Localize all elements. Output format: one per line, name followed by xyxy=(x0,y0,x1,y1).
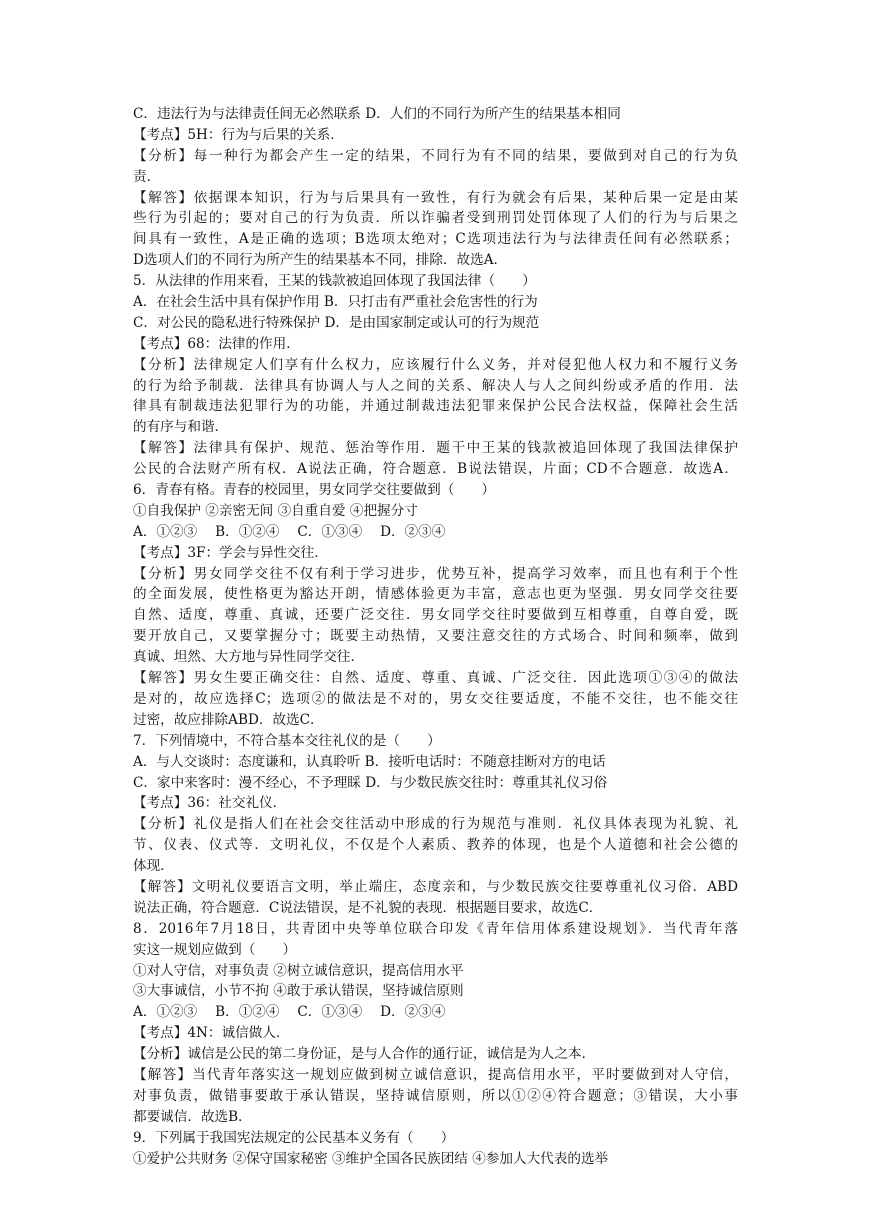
text-line: 【解答】当代青年落实这一规划应做到树立诚信意识，提高信用水平，平时要做到对人守信， xyxy=(133,1066,738,1083)
text-line: 间具有一致性，A是正确的选项；B选项太绝对；C选项违法行为与法律责任间有必然联系； xyxy=(133,231,738,248)
text-line: 对事负责，做错事要敢于承认错误，坚持诚信原则，所以①②④符合题意；③错误，大小事 xyxy=(133,1087,738,1104)
text-line: 【分析】每一种行为都会产生一定的结果，不同行为有不同的结果，要做到对自己的行为负 xyxy=(133,147,738,164)
text-line: 真诚、坦然、大方地与异性同学交往． xyxy=(133,649,365,666)
text-line: 责． xyxy=(133,168,161,185)
text-line: 【考点】36：社交礼仪． xyxy=(133,795,287,812)
text-line: 是对的，故应选择C；选项②的做法是不对的，男女交往要适度，不能不交往，也不能交往 xyxy=(133,690,738,707)
text-line: 【考点】5H：行为与后果的关系． xyxy=(133,126,344,143)
text-line: 【分析】诚信是公民的第二身份证，是与人合作的通行证，诚信是为人之本． xyxy=(133,1046,596,1063)
question-line: 5．从法律的作用来看，王某的钱款被追回体现了我国法律（ ） xyxy=(133,273,536,290)
text-line: 【考点】3F：学会与异性交往． xyxy=(133,544,328,561)
text-line: 公民的合法财产所有权．A说法正确，符合题意．B说法错误，片面；CD不合题意．故选A． xyxy=(133,461,738,478)
option-line: ①爱护公共财务 ②保守国家秘密 ③维护全国各民族团结 ④参加人大代表的选举 xyxy=(133,1150,609,1167)
text-line: 说法正确，符合题意．C说法错误，是不礼貌的表现．根据题目要求，故选C． xyxy=(133,899,603,916)
text-line: 【解答】依据课本知识，行为与后果具有一致性，有行为就会有后果，某种后果一定是由某 xyxy=(133,189,738,206)
text-line: 自然、适度，尊重、真诚，还要广泛交往．男女同学交往时要做到互相尊重，自尊自爱，既 xyxy=(133,607,738,624)
text-line: 些行为引起的；要对自己的行为负责．所以诈骗者受到刑罚处罚体现了人们的行为与后果之 xyxy=(133,210,738,227)
text-line: 的全面发展，使性格更为豁达开朗，情感体验更为丰富，意志也更为坚强．男女同学交往要 xyxy=(133,586,738,603)
question-line: 6．青春有格。青春的校园里，男女同学交往要做到（ ） xyxy=(133,482,496,499)
option-line: ①对人守信，对事负责 ②树立诚信意识，提高信用水平 xyxy=(133,962,464,979)
text-line: 【解答】男女生要正确交往：自然、适度、尊重、真诚、广泛交往．因此选项①③④的做法 xyxy=(133,670,738,687)
option-line: ①自我保护 ②亲密无间 ③自重自爱 ④把握分寸 xyxy=(133,502,418,519)
text-line: 的行为给予制裁．法律具有协调人与人之间的关系、解决人与人之间纠纷或矛盾的作用．法 xyxy=(133,377,738,394)
option-line: A．①②③ B．①②④ C．①③④ D．②③④ xyxy=(133,1004,446,1021)
text-line: 【分析】法律规定人们享有什么权力，应该履行什么义务，并对侵犯他人权力和不履行义务 xyxy=(133,356,738,373)
question-line: 7．下列情境中，不符合基本交往礼仪的是（ ） xyxy=(133,732,441,749)
text-line: 节、仪表、仪式等．文明礼仪，不仅是个人素质、教养的体现，也是个人道德和社会公德的 xyxy=(133,837,738,854)
text-line: 要开放自己，又要掌握分寸；既要主动热情，又要注意交往的方式场合、时间和频率，做到 xyxy=(133,628,738,645)
text-line: 【考点】68：法律的作用． xyxy=(133,335,300,352)
text-line: 【分析】礼仪是指人们在社会交往活动中形成的行为规范与准则．礼仪具体表现为礼貌、礼 xyxy=(133,816,738,833)
text-line: 【分析】男女同学交往不仅有利于学习进步，优势互补，提高学习效率，而且也有利于个性 xyxy=(133,565,738,582)
text-line: 律具有制裁违法犯罪行为的功能，并通过制裁违法犯罪来保护公民合法权益，保障社会生活 xyxy=(133,398,738,415)
option-line: A．在社会生活中具有保护作用 B．只打击有严重社会危害性的行为 xyxy=(133,294,538,311)
text-line: 的有序与和谐． xyxy=(133,419,229,436)
text-line: 都要诚信．故选B． xyxy=(133,1108,252,1125)
option-line: A．①②③ B．①②④ C．①③④ D．②③④ xyxy=(133,523,446,540)
document-page xyxy=(133,104,738,1169)
question-line: 9．下列属于我国宪法规定的公民基本义务有（ ） xyxy=(133,1129,455,1146)
text-line: 过密，故应排除ABD．故选C． xyxy=(133,711,324,728)
text-line: 体现． xyxy=(133,858,174,875)
option-line: C．对公民的隐私进行特殊保护 D．是由国家制定或认可的行为规范 xyxy=(133,314,540,331)
option-line: A．与人交谈时：态度谦和，认真聆听 B．接听电话时：不随意挂断对方的电话 xyxy=(133,753,606,770)
question-line: 8．2016年7月18日，共青团中央等单位联合印发《青年信用体系建设规划》．当代青年落 xyxy=(133,920,738,937)
text-line: 【解答】法律具有保护、规范、惩治等作用．题干中王某的钱款被追回体现了我国法律保护 xyxy=(133,440,738,457)
text-line: 【考点】4N：诚信做人． xyxy=(133,1025,290,1042)
option-line: ③大事诚信，小节不拘 ④敢于承认错误，坚持诚信原则 xyxy=(133,983,464,1000)
text-line: C．违法行为与法律责任间无必然联系 D．人们的不同行为所产生的结果基本相同 xyxy=(133,106,621,122)
option-line: C．家中来客时：漫不经心，不予理睬 D．与少数民族交往时：尊重其礼仪习俗 xyxy=(133,774,608,791)
text-line: 【解答】文明礼仪要语言文明，举止端庄，态度亲和，与少数民族交往要尊重礼仪习俗．ABD xyxy=(133,878,738,895)
text-line: D选项人们的不同行为所产生的结果基本不同，排除．故选A． xyxy=(133,252,508,269)
question-line: 实这一规划应做到（ ） xyxy=(133,941,297,958)
